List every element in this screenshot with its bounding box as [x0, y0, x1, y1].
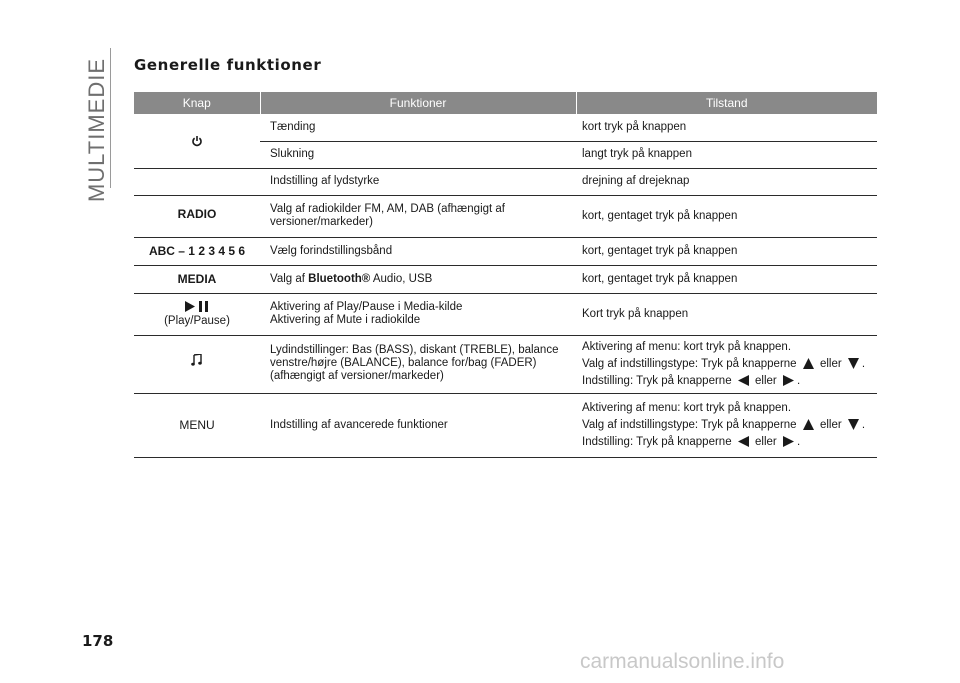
arrow-right-icon — [783, 436, 794, 447]
state-text: Valg af indstillingstype: Tryk på knapperne — [582, 418, 797, 431]
state-line: Valg af indstillingstype: Tryk på knapperne eller . — [582, 357, 866, 370]
function-text: Valg af — [270, 272, 309, 285]
arrow-left-icon — [738, 436, 749, 447]
function-line: Lydindstillinger: Bas (BASS), diskant (TREBLE), balance — [270, 343, 559, 356]
function-line: Aktivering af Mute i radiokilde — [270, 314, 421, 326]
function-cell: Indstilling af lydstyrke — [260, 168, 576, 195]
state-text: eller — [755, 374, 777, 387]
key-play-pause — [134, 293, 260, 335]
key-menu: MENU — [134, 393, 260, 457]
bluetooth-label: Bluetooth® — [308, 272, 371, 285]
state-line: Valg af indstillingstype: Tryk på knapperne eller . — [582, 418, 866, 431]
state-cell — [576, 335, 877, 393]
function-cell — [260, 265, 576, 293]
side-rule — [110, 48, 111, 188]
key-empty — [134, 168, 260, 195]
key-media: MEDIA — [134, 265, 260, 293]
page-number: 178 — [82, 632, 114, 650]
table-row — [134, 114, 877, 141]
table-row — [134, 265, 877, 293]
table-row — [134, 335, 877, 393]
page-title: Generelle funktioner — [134, 56, 322, 74]
functions-table — [134, 92, 877, 458]
header-tilstand: Tilstand — [576, 92, 877, 114]
function-cell — [260, 195, 576, 237]
function-cell: Tænding — [260, 114, 576, 141]
key-radio: RADIO — [134, 195, 260, 237]
state-cell: kort, gentaget tryk på knappen — [576, 237, 877, 265]
state-text: eller — [819, 418, 842, 431]
watermark: carmanualsonline.info — [580, 650, 785, 673]
header-knap: Knap — [134, 92, 260, 114]
function-line: Aktivering af Play/Pause i Media-kilde — [270, 301, 463, 313]
arrow-right-icon — [783, 375, 794, 386]
key-sound — [134, 335, 260, 393]
key-sub-label: (Play/Pause) — [164, 315, 230, 327]
arrow-up-icon — [803, 419, 814, 430]
state-cell: kort, gentaget tryk på knappen — [576, 195, 877, 237]
state-line: Aktivering af menu: kort tryk på knappen. — [582, 340, 792, 353]
table-row — [134, 293, 877, 335]
key-power — [134, 114, 260, 168]
state-text: Indstilling: Tryk på knapperne — [582, 374, 732, 387]
state-text: Valg af indstillingstype: Tryk på knapperne — [582, 357, 797, 370]
table-row — [134, 393, 877, 457]
state-cell: Kort tryk på knappen — [576, 293, 877, 335]
function-line: venstre/højre (BALANCE), balance for/bag (FADER) — [270, 356, 537, 369]
music-note-icon — [191, 354, 203, 366]
key-presets: ABC – 1 2 3 4 5 6 — [134, 237, 260, 265]
function-cell — [260, 335, 576, 393]
function-cell — [260, 293, 576, 335]
side-tab-label: MULTIMEDIE — [84, 58, 109, 203]
arrow-up-icon — [803, 358, 814, 369]
function-cell: Slukning — [260, 141, 576, 168]
power-icon — [191, 135, 203, 147]
arrow-down-icon — [848, 358, 859, 369]
arrow-down-icon — [848, 419, 859, 430]
table-header-row — [134, 92, 877, 114]
function-cell: Vælg forindstillingsbånd — [260, 237, 576, 265]
function-cell: Indstilling af avancerede funktioner — [260, 393, 576, 457]
table-row — [134, 168, 877, 195]
state-text: eller — [819, 357, 842, 370]
play-pause-icon — [184, 301, 210, 312]
function-line: Valg af radiokilder FM, AM, DAB (afhængigt af — [270, 203, 505, 215]
header-funktioner: Funktioner — [260, 92, 576, 114]
state-line: Indstilling: Tryk på knapperne eller . — [582, 435, 801, 448]
arrow-left-icon — [738, 375, 749, 386]
table-row — [134, 237, 877, 265]
state-line: Aktivering af menu: kort tryk på knappen. — [582, 401, 792, 414]
state-cell — [576, 393, 877, 457]
table-row — [134, 195, 877, 237]
state-cell: langt tryk på knappen — [576, 141, 877, 168]
state-cell: kort tryk på knappen — [576, 114, 877, 141]
state-line: Indstilling: Tryk på knapperne eller . — [582, 374, 801, 387]
function-line: (afhængigt af versioner/markeder) — [270, 369, 444, 382]
state-cell: drejning af drejeknap — [576, 168, 877, 195]
state-text: eller — [755, 435, 777, 448]
state-text: Indstilling: Tryk på knapperne — [582, 435, 732, 448]
function-line: versioner/markeder) — [270, 216, 373, 228]
function-text: Audio, USB — [370, 272, 433, 285]
state-cell: kort, gentaget tryk på knappen — [576, 265, 877, 293]
